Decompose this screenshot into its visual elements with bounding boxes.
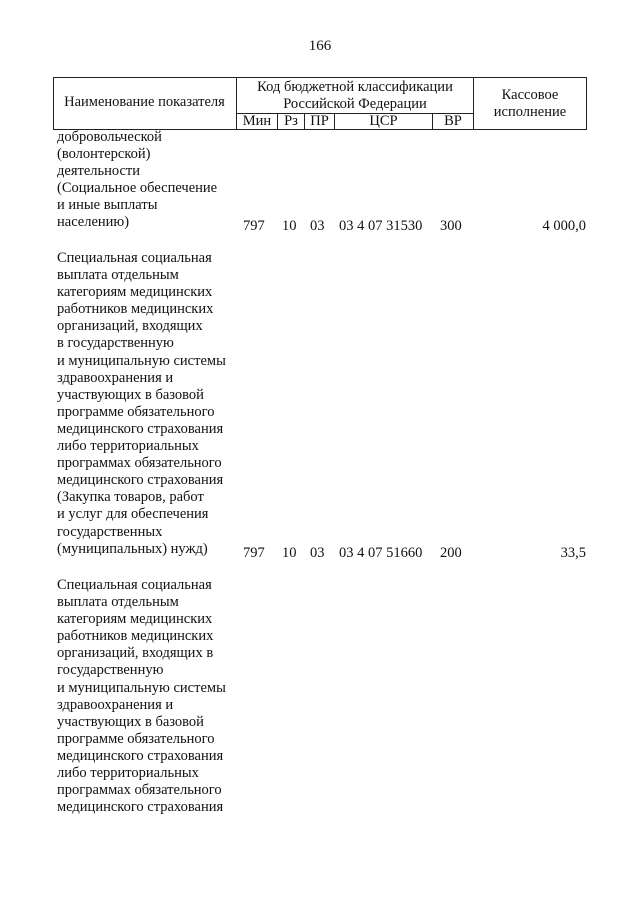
header-right-border	[586, 77, 587, 130]
cash-execution-header: Кассовое исполнение	[493, 87, 567, 120]
row-min-code: 797	[243, 218, 265, 234]
header-top-border	[53, 77, 587, 78]
column-header-pr: ПР	[310, 113, 329, 129]
row-rz-code: 10	[282, 218, 297, 234]
column-header-min: Мин	[242, 113, 272, 129]
row-min-code: 797	[243, 545, 265, 561]
column-header-vr: ВР	[444, 113, 462, 129]
row-indicator-name: добровольческой (волонтерской) деятельности (Социальное обеспечение и иные выплаты населению)	[57, 129, 218, 231]
column-header-csr: ЦСР	[369, 113, 398, 129]
row-indicator-name: Специальная социальная выплата отдельным категориям медицинских работников медицинских организаций, входящих в государственную и муниципальную системы здравоохранения и участвующих в базовой программе обязательного медицинского страхования либо территориальных программах обязательного медицинского страхования (Закупка товаров, работ и услуг для обеспечения государственных (муниципальных) нужд)	[57, 250, 226, 557]
row-indicator-name: Специальная социальная выплата отдельным категориям медицинских работников медицинских организаций, входящих в государственную и муниципальную системы здравоохранения и участвующих в базовой программе обязательного медицинского страхования либо территориальных программах обязательного медицинского страхования	[57, 577, 226, 816]
row-vr-code: 200	[440, 545, 462, 561]
row-rz-code: 10	[282, 545, 297, 561]
row-amount: 4 000,0	[542, 218, 586, 234]
budget-code-header: Код бюджетной классификации Российской Федерации	[257, 79, 453, 112]
row-pr-code: 03	[310, 545, 325, 561]
indicator-header: Наименование показателя	[64, 94, 225, 110]
column-header-rz: Рз	[284, 113, 298, 129]
row-amount: 33,5	[560, 545, 586, 561]
row-vr-code: 300	[440, 218, 462, 234]
row-csr-code: 03 4 07 51660	[339, 545, 423, 561]
page-number: 166	[308, 38, 332, 54]
row-pr-code: 03	[310, 218, 325, 234]
row-csr-code: 03 4 07 31530	[339, 218, 423, 234]
table-header	[53, 77, 587, 130]
